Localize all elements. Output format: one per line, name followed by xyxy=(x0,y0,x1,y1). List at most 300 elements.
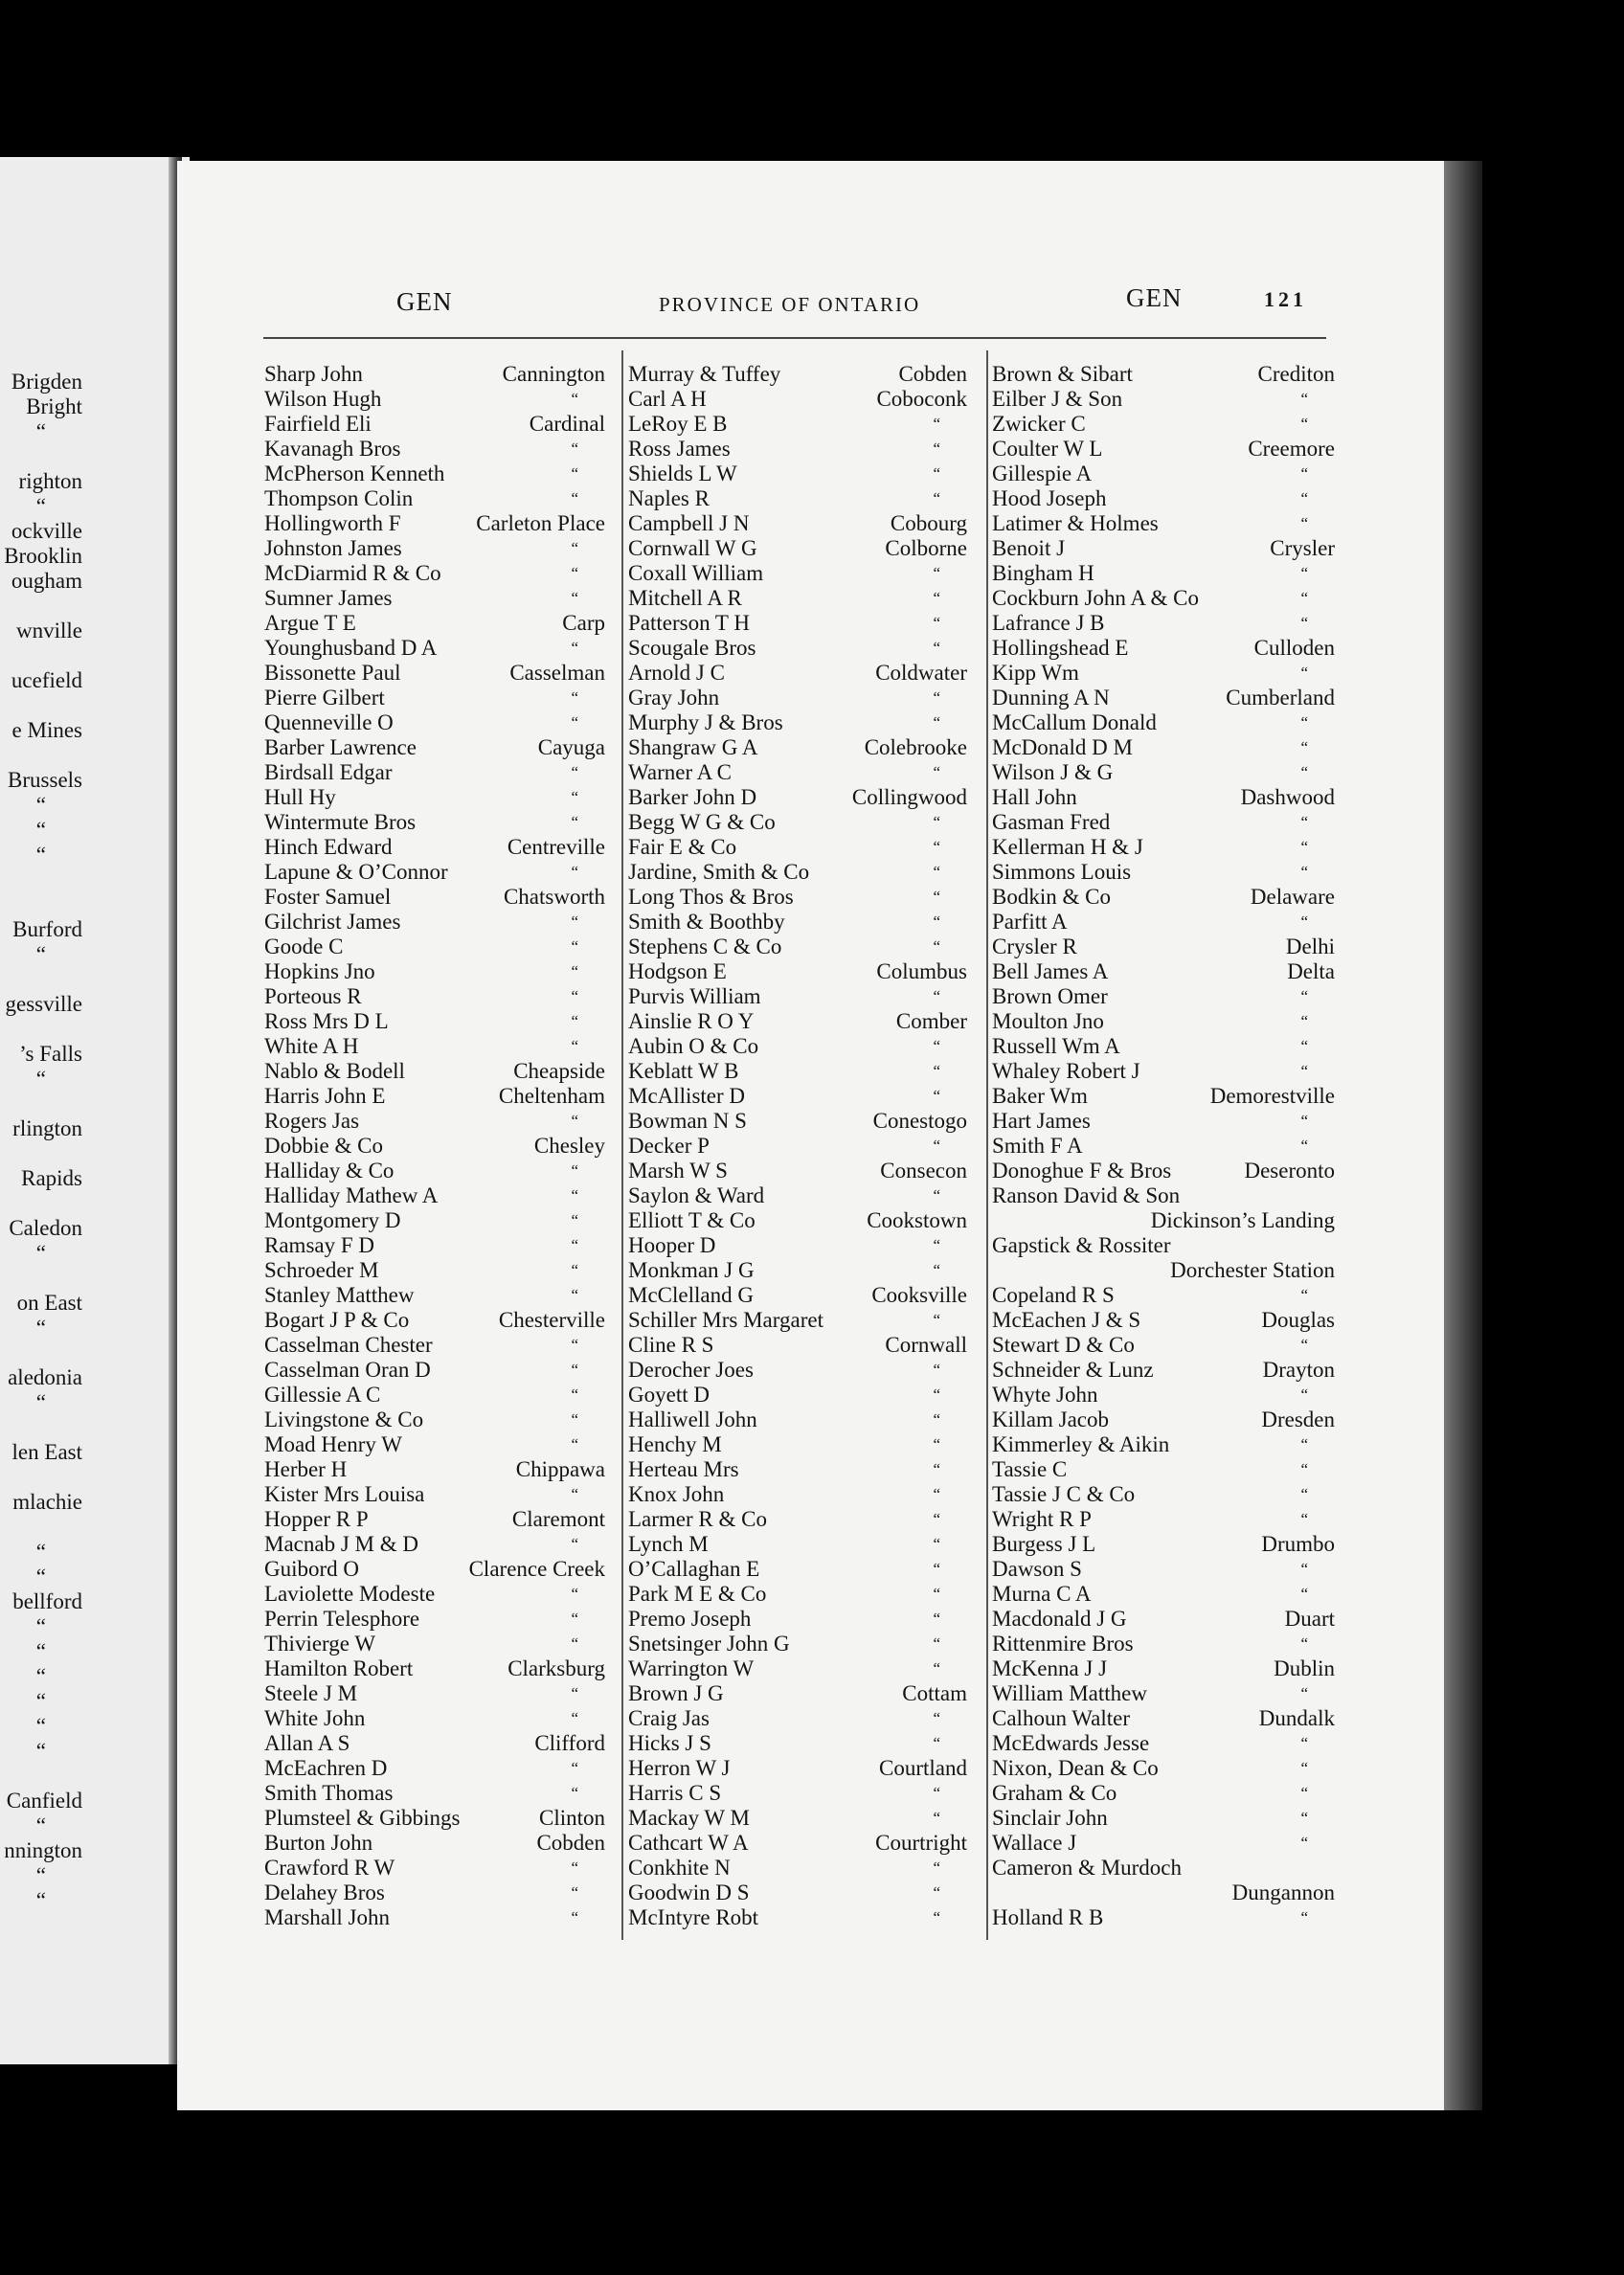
ditto-mark: “ xyxy=(1300,489,1308,507)
place-name: Dickinson’s Landing xyxy=(1150,1208,1335,1232)
ditto-mark: “ xyxy=(933,439,940,458)
business-name: Rittenmire Bros xyxy=(992,1632,1134,1656)
running-head-title: PROVINCE OF ONTARIO xyxy=(659,293,921,316)
ditto-mark: “ xyxy=(571,589,578,607)
directory-entry xyxy=(628,1084,967,1109)
directory-entry xyxy=(628,710,967,735)
directory-entry xyxy=(264,810,605,835)
facing-page-text: “ xyxy=(35,1888,46,1912)
directory-entry xyxy=(992,1856,1335,1881)
business-name: Wilson J & G xyxy=(992,760,1114,784)
business-name: Stephens C & Co xyxy=(628,935,782,958)
page-edge-shadow xyxy=(1444,161,1482,2110)
directory-entry xyxy=(628,1408,967,1432)
business-name: Warner A C xyxy=(628,760,733,784)
directory-entry xyxy=(628,910,967,935)
directory-entry xyxy=(992,710,1335,735)
business-name: Halliday Mathew A xyxy=(264,1183,439,1207)
directory-entry xyxy=(628,860,967,885)
business-name: Smith Thomas xyxy=(264,1781,394,1805)
business-name: Bodkin & Co xyxy=(992,885,1111,909)
ditto-mark: “ xyxy=(933,1784,940,1802)
ditto-mark: “ xyxy=(933,639,940,657)
directory-entry xyxy=(628,935,967,959)
directory-entry xyxy=(264,1482,605,1507)
business-name: Hodgson E xyxy=(628,959,727,983)
place-name: Chatsworth xyxy=(503,885,605,909)
directory-entry xyxy=(628,1632,967,1656)
business-name: Hart James xyxy=(992,1109,1091,1133)
directory-entry xyxy=(992,1258,1335,1283)
business-name: Thivierge W xyxy=(264,1632,376,1656)
directory-entry xyxy=(264,1507,605,1532)
business-name: Tassie C xyxy=(992,1457,1068,1481)
facing-page-text: aledonia xyxy=(8,1365,82,1389)
directory-entry xyxy=(992,1731,1335,1756)
directory-entry xyxy=(628,1706,967,1731)
directory-entry xyxy=(264,1408,605,1432)
facing-page-text: “ xyxy=(35,1813,46,1837)
business-name: Premo Joseph xyxy=(628,1607,752,1631)
ditto-mark: “ xyxy=(933,415,940,433)
business-name: Jardine, Smith & Co xyxy=(628,860,810,884)
business-name: Hall John xyxy=(992,785,1077,809)
ditto-mark: “ xyxy=(571,1336,578,1354)
place-name: Cobden xyxy=(898,362,967,386)
place-name: Cornwall xyxy=(885,1333,967,1357)
directory-entry xyxy=(628,437,967,462)
business-name: Hollingshead E xyxy=(992,636,1129,660)
directory-entry xyxy=(264,1532,605,1557)
ditto-mark: “ xyxy=(571,539,578,557)
directory-entry xyxy=(264,387,605,412)
directory-entry xyxy=(992,1383,1335,1408)
business-name: Baker Wm xyxy=(992,1084,1088,1108)
business-name: Knox John xyxy=(628,1482,725,1506)
business-name: Marsh W S xyxy=(628,1159,728,1183)
place-name: Deseronto xyxy=(1244,1159,1335,1183)
directory-entry xyxy=(264,1905,605,1930)
directory-entry xyxy=(628,1831,967,1856)
directory-entry xyxy=(992,1905,1335,1930)
business-name: Goodwin D S xyxy=(628,1881,750,1904)
ditto-mark: “ xyxy=(1300,1809,1308,1827)
business-name: Thompson Colin xyxy=(264,486,414,510)
business-name: Graham & Co xyxy=(992,1781,1117,1805)
business-name: Whaley Robert J xyxy=(992,1059,1140,1083)
place-name: Colebrooke xyxy=(864,735,967,759)
directory-entry xyxy=(992,437,1335,462)
business-name: Guibord O xyxy=(264,1557,360,1581)
directory-entry xyxy=(628,1159,967,1183)
directory-entry xyxy=(264,1308,605,1333)
directory-entry xyxy=(628,984,967,1009)
business-name: Bell James A xyxy=(992,959,1109,983)
directory-entry xyxy=(264,511,605,536)
place-name: Courtright xyxy=(875,1831,967,1855)
ditto-mark: “ xyxy=(571,813,578,831)
place-name: Duart xyxy=(1284,1607,1335,1631)
directory-entry xyxy=(992,686,1335,710)
ditto-mark: “ xyxy=(571,1585,578,1603)
business-name: Wintermute Bros xyxy=(264,810,417,834)
business-name: Lafrance J B xyxy=(992,611,1105,635)
business-name: Herber H xyxy=(264,1457,348,1481)
directory-entry xyxy=(628,1109,967,1134)
directory-entry xyxy=(992,760,1335,785)
directory-entry xyxy=(264,437,605,462)
business-name: Hooper D xyxy=(628,1233,716,1257)
business-name: Murphy J & Bros xyxy=(628,710,783,734)
directory-entry xyxy=(628,810,967,835)
directory-entry xyxy=(628,1457,967,1482)
business-name: Casselman Chester xyxy=(264,1333,433,1357)
business-name: Casselman Oran D xyxy=(264,1358,431,1382)
business-name: Stewart D & Co xyxy=(992,1333,1135,1357)
facing-page-text: “ xyxy=(35,1639,46,1663)
place-name: Centreville xyxy=(507,835,605,859)
directory-entry xyxy=(992,536,1335,561)
directory-entry xyxy=(264,686,605,710)
business-name: Carl A H xyxy=(628,387,707,411)
ditto-mark: “ xyxy=(1300,1784,1308,1802)
ditto-mark: “ xyxy=(571,1485,578,1503)
directory-entry xyxy=(628,511,967,536)
ditto-mark: “ xyxy=(571,1236,578,1254)
place-name: Cheapside xyxy=(513,1059,605,1083)
business-name: Shangraw G A xyxy=(628,735,758,759)
ditto-mark: “ xyxy=(571,1858,578,1877)
directory-entry xyxy=(992,1109,1335,1134)
place-name: Dorchester Station xyxy=(1170,1258,1335,1282)
ditto-mark: “ xyxy=(1300,1684,1308,1702)
business-name: Plumsteel & Gibbings xyxy=(264,1806,461,1830)
business-name: Dunning A N xyxy=(992,686,1110,710)
business-name: Delahey Bros xyxy=(264,1881,385,1904)
ditto-mark: “ xyxy=(571,1759,578,1777)
ditto-mark: “ xyxy=(1300,1062,1308,1080)
ditto-mark: “ xyxy=(571,713,578,732)
directory-entry xyxy=(628,636,967,661)
ditto-mark: “ xyxy=(933,1659,940,1678)
business-name: Hull Hy xyxy=(264,785,336,809)
ditto-mark: “ xyxy=(1300,1485,1308,1503)
business-name: McCallum Donald xyxy=(992,710,1157,734)
business-name: Latimer & Holmes xyxy=(992,511,1159,535)
directory-entry xyxy=(264,1084,605,1109)
ditto-mark: “ xyxy=(933,1585,940,1603)
ditto-mark: “ xyxy=(571,564,578,582)
business-name: Schiller Mrs Margaret xyxy=(628,1308,823,1332)
directory-entry xyxy=(264,586,605,611)
business-name: McEachen J & S xyxy=(992,1308,1141,1332)
directory-entry xyxy=(628,1482,967,1507)
business-name: White A H xyxy=(264,1034,359,1058)
ditto-mark: “ xyxy=(571,1684,578,1702)
directory-entry xyxy=(264,1656,605,1681)
facing-page-text: righton xyxy=(18,469,82,493)
ditto-mark: “ xyxy=(933,813,940,831)
ditto-mark: “ xyxy=(933,1510,940,1528)
business-name: Henchy M xyxy=(628,1432,722,1456)
ditto-mark: “ xyxy=(571,1435,578,1453)
business-name: Cameron & Murdoch xyxy=(992,1856,1183,1880)
place-name: Columbus xyxy=(876,959,967,983)
business-name: Birdsall Edgar xyxy=(264,760,393,784)
directory-entry xyxy=(992,1034,1335,1059)
directory-entry xyxy=(992,1532,1335,1557)
directory-entry xyxy=(992,1134,1335,1159)
business-name: Murna C A xyxy=(992,1582,1092,1606)
ditto-mark: “ xyxy=(571,788,578,806)
facing-page-text: “ xyxy=(35,843,46,867)
business-name: Zwicker C xyxy=(992,412,1086,436)
directory-entry xyxy=(628,1781,967,1806)
ditto-mark: “ xyxy=(571,1361,578,1379)
directory-entry xyxy=(992,1781,1335,1806)
business-name: Laviolette Modeste xyxy=(264,1582,436,1606)
directory-entry xyxy=(264,1856,605,1881)
directory-entry xyxy=(264,1283,605,1308)
directory-entry xyxy=(992,959,1335,984)
business-name: Foster Samuel xyxy=(264,885,392,909)
business-name: Ranson David & Son xyxy=(992,1183,1181,1207)
business-name: Donoghue F & Bros xyxy=(992,1159,1172,1183)
ditto-mark: “ xyxy=(1300,589,1308,607)
ditto-mark: “ xyxy=(933,564,940,582)
business-name: Moulton Jno xyxy=(992,1009,1104,1033)
place-name: Cheltenham xyxy=(498,1084,605,1108)
directory-entry xyxy=(992,1831,1335,1856)
place-name: Chesley xyxy=(533,1134,605,1158)
directory-entry xyxy=(992,1507,1335,1532)
place-name: Chippawa xyxy=(515,1457,605,1481)
ditto-mark: “ xyxy=(933,1311,940,1329)
business-name: Barker John D xyxy=(628,785,757,809)
ditto-mark: “ xyxy=(933,614,940,632)
ditto-mark: “ xyxy=(1300,987,1308,1005)
directory-entry xyxy=(628,1681,967,1706)
directory-entry xyxy=(992,561,1335,586)
directory-entry xyxy=(264,1582,605,1607)
directory-entry xyxy=(992,984,1335,1009)
ditto-mark: “ xyxy=(933,912,940,931)
ditto-mark: “ xyxy=(571,1286,578,1304)
directory-entry xyxy=(264,1881,605,1905)
directory-entry xyxy=(992,636,1335,661)
directory-entry xyxy=(264,1109,605,1134)
facing-page-text: “ xyxy=(35,1316,46,1340)
ditto-mark: “ xyxy=(571,763,578,781)
business-name: Herteau Mrs xyxy=(628,1457,739,1481)
business-name: Dawson S xyxy=(992,1557,1082,1581)
business-name: Hinch Edward xyxy=(264,835,393,859)
business-name: Holland R B xyxy=(992,1905,1104,1929)
directory-entry xyxy=(992,1656,1335,1681)
business-name: Shields L W xyxy=(628,462,737,485)
business-name: Montgomery D xyxy=(264,1208,401,1232)
ditto-mark: “ xyxy=(933,1037,940,1055)
business-name: Craig Jas xyxy=(628,1706,710,1730)
ditto-mark: “ xyxy=(1300,664,1308,682)
directory-entry xyxy=(264,1706,605,1731)
header-rule xyxy=(263,337,1326,339)
directory-entry xyxy=(992,785,1335,810)
directory-entry xyxy=(264,1134,605,1159)
ditto-mark: “ xyxy=(933,1087,940,1105)
ditto-mark: “ xyxy=(571,464,578,483)
ditto-mark: “ xyxy=(1300,1734,1308,1752)
directory-entry xyxy=(628,785,967,810)
ditto-mark: “ xyxy=(1300,1112,1308,1130)
directory-entry xyxy=(628,1208,967,1233)
directory-entry xyxy=(264,910,605,935)
ditto-mark: “ xyxy=(571,937,578,956)
facing-page-text: bellford xyxy=(12,1589,82,1613)
place-name: Cannington xyxy=(502,362,605,386)
facing-page-text: nnington xyxy=(4,1838,82,1862)
directory-entry xyxy=(992,1632,1335,1656)
directory-entry xyxy=(628,1856,967,1881)
business-name: McDiarmid R & Co xyxy=(264,561,441,585)
facing-page-text: “ xyxy=(35,1689,46,1713)
ditto-mark: “ xyxy=(933,888,940,906)
ditto-mark: “ xyxy=(933,1361,940,1379)
directory-entry xyxy=(992,835,1335,860)
business-name: Smith F A xyxy=(992,1134,1083,1158)
directory-entry xyxy=(264,1009,605,1034)
facing-page-text: “ xyxy=(35,942,46,966)
business-name: Smith & Boothby xyxy=(628,910,785,934)
facing-page-text: mlachie xyxy=(12,1490,82,1514)
business-name: Quenneville O xyxy=(264,710,394,734)
ditto-mark: “ xyxy=(571,1012,578,1030)
facing-page-text: “ xyxy=(35,1664,46,1688)
business-name: Schneider & Lunz xyxy=(992,1358,1154,1382)
directory-entry xyxy=(264,1632,605,1656)
ditto-mark: “ xyxy=(933,1186,940,1205)
business-name: Parfitt A xyxy=(992,910,1068,934)
directory-entry xyxy=(628,611,967,636)
business-name: McClelland G xyxy=(628,1283,754,1307)
business-name: Pierre Gilbert xyxy=(264,686,385,710)
business-name: LeRoy E B xyxy=(628,412,728,436)
directory-entry xyxy=(992,1233,1335,1258)
ditto-mark: “ xyxy=(933,489,940,507)
ditto-mark: “ xyxy=(571,639,578,657)
business-name: Kellerman H & J xyxy=(992,835,1143,859)
ditto-mark: “ xyxy=(933,1535,940,1553)
directory-entry xyxy=(628,959,967,984)
business-name: Coulter W L xyxy=(992,437,1103,461)
business-name: Aubin O & Co xyxy=(628,1034,759,1058)
business-name: White John xyxy=(264,1706,366,1730)
business-name: Fair E & Co xyxy=(628,835,737,859)
directory-entry xyxy=(264,959,605,984)
business-name: Snetsinger John G xyxy=(628,1632,790,1656)
business-name: Younghusband D A xyxy=(264,636,438,660)
business-name: Halliday & Co xyxy=(264,1159,395,1183)
ditto-mark: “ xyxy=(571,1784,578,1802)
business-name: Bowman N S xyxy=(628,1109,747,1133)
business-name: Perrin Telesphore xyxy=(264,1607,420,1631)
directory-entry xyxy=(264,611,605,636)
ditto-mark: “ xyxy=(933,589,940,607)
ditto-mark: “ xyxy=(571,390,578,408)
facing-page-text: ucefield xyxy=(11,668,82,692)
ditto-mark: “ xyxy=(933,1709,940,1727)
directory-entry xyxy=(992,1358,1335,1383)
business-name: Cockburn John A & Co xyxy=(992,586,1199,610)
directory-entry xyxy=(264,412,605,437)
ditto-mark: “ xyxy=(1300,713,1308,732)
business-name: McDonald D M xyxy=(992,735,1133,759)
business-name: Macdonald J G xyxy=(992,1607,1127,1631)
ditto-mark: “ xyxy=(1300,1435,1308,1453)
directory-entry xyxy=(992,1756,1335,1781)
business-name: Stanley Matthew xyxy=(264,1283,415,1307)
ditto-mark: “ xyxy=(1300,1585,1308,1603)
directory-entry xyxy=(628,1034,967,1059)
business-name: Halliwell John xyxy=(628,1408,757,1431)
directory-entry xyxy=(992,1333,1335,1358)
ditto-mark: “ xyxy=(1300,1510,1308,1528)
directory-entry xyxy=(264,1781,605,1806)
business-name: Crysler R xyxy=(992,935,1077,958)
business-name: Dobbie & Co xyxy=(264,1134,383,1158)
directory-entry xyxy=(992,362,1335,387)
directory-entry xyxy=(992,1308,1335,1333)
directory-entry xyxy=(264,486,605,511)
directory-entry xyxy=(992,1482,1335,1507)
business-name: Wright R P xyxy=(992,1507,1092,1531)
directory-entry xyxy=(992,387,1335,412)
business-name: Marshall John xyxy=(264,1905,390,1929)
business-name: Long Thos & Bros xyxy=(628,885,794,909)
directory-entry xyxy=(992,511,1335,536)
directory-entry xyxy=(264,1159,605,1183)
ditto-mark: “ xyxy=(933,464,940,483)
facing-page-text: len East xyxy=(11,1440,82,1464)
ditto-mark: “ xyxy=(933,863,940,881)
place-name: Delta xyxy=(1287,959,1335,983)
business-name: Cathcart W A xyxy=(628,1831,749,1855)
directory-entry xyxy=(264,1059,605,1084)
ditto-mark: “ xyxy=(933,838,940,856)
facing-page-text: on East xyxy=(16,1291,82,1315)
directory-entry xyxy=(264,362,605,387)
place-name: Cobourg xyxy=(890,511,967,535)
place-name: Crediton xyxy=(1257,362,1335,386)
directory-entry xyxy=(264,661,605,686)
place-name: Dresden xyxy=(1261,1408,1335,1431)
ditto-mark: “ xyxy=(571,688,578,707)
directory-entry xyxy=(264,536,605,561)
business-name: Kipp Wm xyxy=(992,661,1079,685)
business-name: Goode C xyxy=(264,935,344,958)
business-name: Lynch M xyxy=(628,1532,709,1556)
business-name: Killam Jacob xyxy=(992,1408,1109,1431)
business-name: Russell Wm A xyxy=(992,1034,1120,1058)
directory-entry xyxy=(992,611,1335,636)
business-name: McPherson Kenneth xyxy=(264,462,445,485)
ditto-mark: “ xyxy=(1300,1560,1308,1578)
ditto-mark: “ xyxy=(1300,390,1308,408)
directory-entry xyxy=(628,1308,967,1333)
business-name: Ross James xyxy=(628,437,731,461)
business-name: Sinclair John xyxy=(992,1806,1108,1830)
directory-entry xyxy=(264,1557,605,1582)
